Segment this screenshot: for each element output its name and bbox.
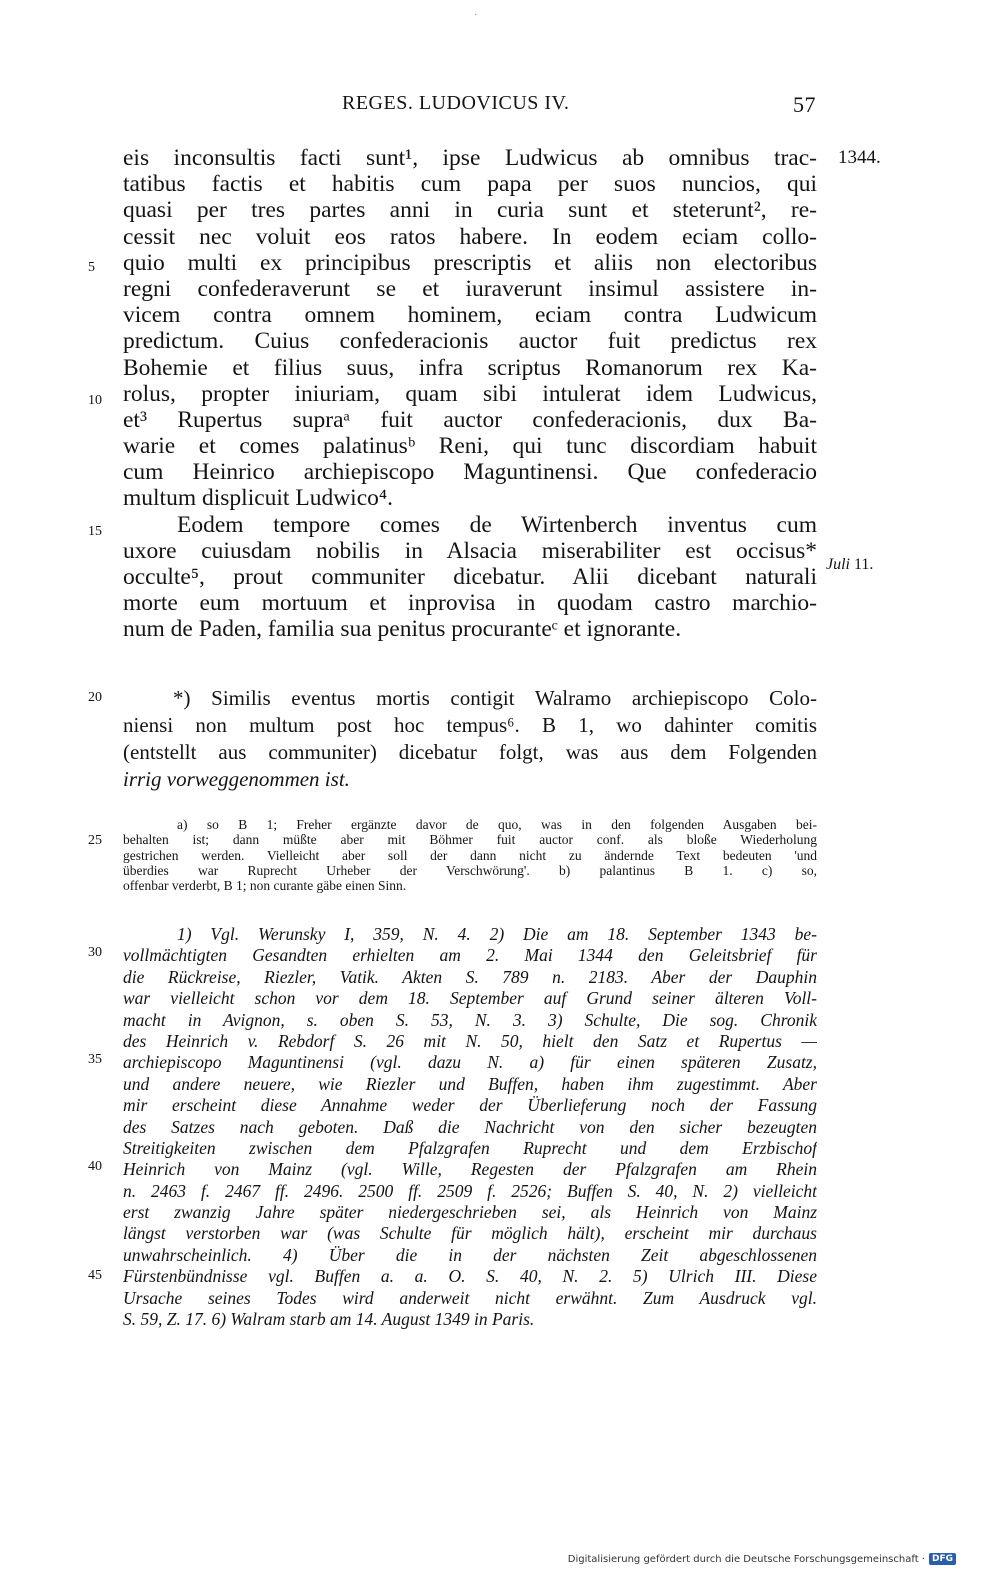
main-text-line: tatibus factis et habitis cum papa per suos nuncios, qui xyxy=(123,171,817,198)
footnote-line: und andere neuere, wie Riezler und Buffen, haben ihm zugestimmt. Aber xyxy=(123,1073,817,1094)
footnote-line: mir erscheint diese Annahme weder der Überlieferung noch der Fassung xyxy=(123,1095,817,1116)
main-text-line: warie et comes palatinusᵇ Reni, qui tunc discordiam habuit xyxy=(123,433,817,460)
main-text-line: cum Heinrico archiepiscopo Maguntinensi. Que confederacio xyxy=(123,459,817,486)
main-text-line: rolus, propter iniuriam, quam sibi intulerat idem Ludwicus, xyxy=(123,380,817,407)
critical-note-line: gestrichen werden. Vielleicht aber soll der dann nicht zu ändernde Text bedeuten 'und xyxy=(123,847,817,863)
page-number: 57 xyxy=(793,92,816,117)
line-number: 15 xyxy=(88,524,102,539)
scan-mark: · xyxy=(474,10,478,21)
footnote-line: n. 2463 f. 2467 ff. 2496. 2500 ff. 2509 f. 2526; Buffen S. 40, N. 2) vielleicht xyxy=(123,1180,817,1201)
footnote-line: Ursache seines Todes wird anderweit nicht erwähnt. Zum Ausdruck vgl. xyxy=(123,1287,817,1308)
critical-note-line: überdies war Ruprecht Urheber der Verschwörung'. b) palantinus B 1. c) so, xyxy=(123,862,817,878)
star-note xyxy=(123,685,817,793)
main-text-line: Eodem tempore comes de Wirtenberch inventus cum xyxy=(177,511,817,538)
star-note-line: *) Similis eventus mortis contigit Walramo archiepiscopo Colo- xyxy=(173,686,817,710)
footnote-line: Heinrich von Mainz (vgl. Wille, Regesten der Pfalzgrafen am Rhein xyxy=(123,1159,817,1180)
digitization-credit xyxy=(568,1553,956,1565)
footnote-line: vollmächtigten Gesandten erhielten am 2. Mai 1344 den Geleitsbrief für xyxy=(123,945,817,966)
footnotes xyxy=(123,924,817,1330)
line-number: 45 xyxy=(88,1268,102,1283)
main-text-line: Bohemie et filius suus, infra scriptus Romanorum rex Ka- xyxy=(123,354,817,381)
line-number: 35 xyxy=(88,1052,102,1067)
main-text-line: num de Paden, familia sua penitus procuranteᶜ et ignorante. xyxy=(123,616,682,643)
margin-date-month: Juli xyxy=(826,556,850,573)
footnote-line: des Heinrich v. Rebdorf S. 26 mit N. 50, hielt den Satz et Rupertus — xyxy=(123,1030,817,1051)
main-text-line: occulte⁵, prout communiter dicebatur. Alii dicebant naturali xyxy=(123,564,817,590)
main-text-line: uxore cuiusdam nobilis in Alsacia miserabiliter est occisus* xyxy=(123,537,817,564)
main-text-line: multum displicuit Ludwico⁴. xyxy=(123,485,393,512)
credit-text: Digitalisierung gefördert durch die Deutsche Forschungsgemeinschaft · xyxy=(567,1553,925,1565)
star-note-line: niensi non multum post hoc tempus⁶. B 1, wo dahinter comitis xyxy=(123,713,817,737)
line-number: 20 xyxy=(88,690,102,705)
footnote-line: war vielleicht schon vor dem 18. September auf Grund seiner älteren Voll- xyxy=(123,988,817,1009)
footnote-line: erst zwanzig Jahre später niedergeschrieben sei, als Heinrich von Mainz xyxy=(123,1202,817,1223)
footnote-line: archiepiscopo Maguntinensi (vgl. dazu N. a) für einen späteren Zusatz, xyxy=(123,1052,817,1073)
main-text-line: et³ Rupertus supraᵃ fuit auctor confederacionis, dux Ba- xyxy=(123,406,817,433)
footnote-line: unwahrscheinlich. 4) Über die in der nächsten Zeit abgeschlossenen xyxy=(123,1244,817,1265)
footnote-line: des Satzes nach geboten. Daß die Nachricht von den sicher bezeugten xyxy=(123,1116,817,1137)
line-number: 10 xyxy=(88,393,102,408)
main-text-line: vicem contra omnem hominem, eciam contra Ludwicum xyxy=(123,302,817,329)
line-number: 5 xyxy=(88,260,95,275)
main-text-line: morte eum mortuum et inprovisa in quodam castro marchio- xyxy=(123,590,817,617)
line-number: 40 xyxy=(88,1159,102,1174)
footnote-line: Streitigkeiten zwischen dem Pfalzgrafen Ruprecht und dem Erzbischof xyxy=(123,1137,817,1158)
footnote-line: S. 59, Z. 17. 6) Walram starb am 14. August 1349 in Paris. xyxy=(123,1309,535,1330)
main-text xyxy=(123,145,817,643)
main-text-line: cessit nec voluit eos ratos habere. In eodem eciam collo- xyxy=(123,223,817,250)
dfg-logo: DFG xyxy=(929,1553,956,1565)
critical-note-line: a) so B 1; Freher ergänzte davor de quo, was in den folgenden Ausgaben bei- xyxy=(177,817,817,832)
main-text-line: regni confederaverunt se et iuraverunt insimul assistere in- xyxy=(123,275,817,302)
main-text-line: predictum. Cuius confederacionis auctor fuit predictus rex xyxy=(123,328,817,355)
margin-date-day: 11. xyxy=(854,556,874,573)
star-note-line: irrig vorweggenommen ist. xyxy=(123,767,350,791)
line-number: 30 xyxy=(88,945,102,960)
main-text-line: quio multi ex principibus prescriptis et aliis non electoribus xyxy=(123,249,817,276)
star-note-line: (entstellt aus communiter) dicebatur folgt, was aus dem Folgenden xyxy=(123,740,817,764)
main-text-line: quasi per tres partes anni in curia sunt et steterunt², re- xyxy=(123,197,817,224)
footnote-line: längst verstorben war (was Schulte für möglich hält), erscheint mir durchaus xyxy=(123,1223,817,1244)
footnote-line: 1) Vgl. Werunsky I, 359, N. 4. 2) Die am 18. September 1343 be- xyxy=(177,924,817,944)
main-text-line: eis inconsultis facti sunt¹, ipse Ludwicus ab omnibus trac- xyxy=(123,145,817,171)
critical-note-line: offenbar verderbt, B 1; non curante gäbe einen Sinn. xyxy=(123,878,407,894)
margin-year: 1344. xyxy=(838,147,881,168)
footnote-line: macht in Avignon, s. oben S. 53, N. 3. 3) Schulte, Die sog. Chronik xyxy=(123,1009,817,1030)
line-number: 25 xyxy=(88,833,102,848)
running-head: REGES. LUDOVICUS IV. xyxy=(342,92,570,114)
footnote-line: die Rückreise, Riezler, Vatik. Akten S. 789 n. 2183. Aber der Dauphin xyxy=(123,966,817,987)
critical-apparatus xyxy=(123,817,817,893)
margin-date xyxy=(826,556,873,574)
footnote-line: Fürstenbündnisse vgl. Buffen a. a. O. S. 40, N. 2. 5) Ulrich III. Diese xyxy=(123,1266,817,1287)
critical-note-line: behalten ist; dann müßte aber mit Böhmer fuit auctor conf. als bloße Wiederholung xyxy=(123,832,817,848)
